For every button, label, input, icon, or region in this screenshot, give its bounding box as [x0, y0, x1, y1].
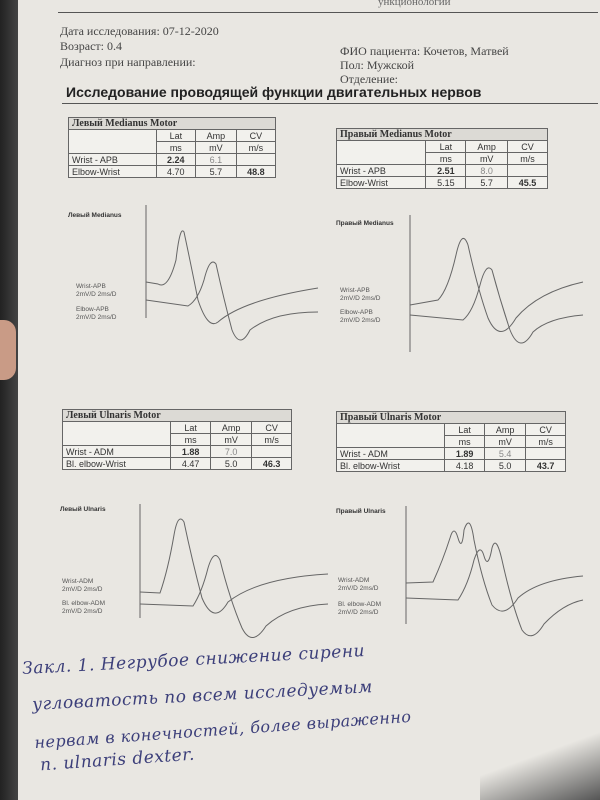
elbow-trace-right-medianus [410, 268, 583, 343]
department: Отделение: [340, 72, 399, 86]
trace-label: Elbow-APB 2mV/D 2ms/D [76, 306, 117, 321]
lat-value: 4.18 [445, 460, 485, 472]
referral-diagnosis: Диагноз при направлении: [60, 55, 196, 69]
unit-header: ms [171, 434, 211, 446]
panel-title-left-ulnaris: Левый Ulnaris [60, 506, 106, 513]
row-label: Wrist - APB [337, 165, 426, 177]
lat-value: 1.88 [171, 446, 211, 458]
trace-label: Wrist-APB 2mV/D 2ms/D [76, 283, 117, 298]
unit-header: mV [484, 436, 525, 448]
trace-label: Bl. elbow-ADM 2mV/D 2ms/D [338, 601, 381, 616]
cv-value: 45.5 [507, 177, 547, 189]
trace-label: Wrist-ADM 2mV/D 2ms/D [338, 577, 379, 592]
col-header: Amp [210, 422, 251, 434]
panel-title-right-ulnaris: Правый Ulnaris [336, 508, 386, 515]
patient-name: ФИО пациента: Кочетов, Матвей [340, 44, 509, 58]
table-caption: Правый Medianus Motor [337, 129, 548, 141]
unit-header: mV [195, 142, 236, 154]
lat-value: 2.24 [156, 154, 195, 166]
unit-header: m/s [507, 153, 547, 165]
emg-waveforms [18, 0, 600, 680]
elbow-trace-left-ulnaris [140, 556, 328, 638]
trace-label: Wrist-APB 2mV/D 2ms/D [340, 287, 381, 302]
lat-value: 4.70 [156, 166, 195, 178]
amp-value: 6.1 [195, 154, 236, 166]
amp-value: 5.4 [484, 448, 525, 460]
col-header: Lat [171, 422, 211, 434]
patient-age: Возраст: 0.4 [60, 39, 122, 53]
row-label: Bl. elbow-Wrist [337, 460, 445, 472]
unit-header: m/s [236, 142, 275, 154]
unit-header: mV [466, 153, 508, 165]
lat-value: 4.47 [171, 458, 211, 470]
unit-header: m/s [526, 436, 566, 448]
unit-header: ms [445, 436, 485, 448]
amp-value: 7.0 [210, 446, 251, 458]
col-header: Amp [466, 141, 508, 153]
table-caption: Левый Ulnaris Motor [63, 410, 292, 422]
unit-header: ms [156, 142, 195, 154]
lat-value: 2.51 [426, 165, 466, 177]
panel-title-left-medianus: Левый Medianus [68, 212, 122, 219]
wrist-trace-right-ulnaris [406, 523, 583, 611]
handwritten-line-3: нервам в конечностей, более выраженно [33, 706, 413, 753]
elbow-trace-right-ulnaris [406, 543, 583, 636]
unit-header: mV [210, 434, 251, 446]
amp-value: 5.7 [195, 166, 236, 178]
handwritten-line-2: угловатость по всем исследуемым [31, 677, 374, 715]
trace-label: Wrist-ADM 2mV/D 2ms/D [62, 578, 103, 593]
col-header: Lat [445, 424, 485, 436]
row-label: Elbow-Wrist [69, 166, 157, 178]
lat-value: 5.15 [426, 177, 466, 189]
report-sheet [18, 0, 600, 800]
amp-value: 5.7 [466, 177, 508, 189]
row-label: Wrist - ADM [63, 446, 171, 458]
table-caption: Левый Medianus Motor [69, 118, 276, 130]
col-header: Amp [484, 424, 525, 436]
trace-label: Bl. elbow-ADM 2mV/D 2ms/D [62, 600, 105, 615]
header-fragment: ункционологии [378, 0, 451, 8]
amp-value: 5.0 [210, 458, 251, 470]
col-header: Lat [156, 130, 195, 142]
row-label: Bl. elbow-Wrist [63, 458, 171, 470]
cv-value: 48.8 [236, 166, 275, 178]
row-label: Wrist - ADM [337, 448, 445, 460]
lat-value: 1.89 [445, 448, 485, 460]
amp-value: 8.0 [466, 165, 508, 177]
col-header: Amp [195, 130, 236, 142]
finger-edge [0, 320, 16, 380]
col-header: CV [526, 424, 566, 436]
row-label: Elbow-Wrist [337, 177, 426, 189]
exam-date: Дата исследования: 07-12-2020 [60, 24, 219, 38]
col-header: Lat [426, 141, 466, 153]
wrist-trace-left-ulnaris [140, 519, 328, 613]
row-label: Wrist - APB [69, 154, 157, 166]
amp-value: 5.0 [484, 460, 525, 472]
col-header: CV [507, 141, 547, 153]
unit-header: ms [426, 153, 466, 165]
cv-value: 43.7 [526, 460, 566, 472]
patient-sex: Пол: Мужской [340, 58, 415, 72]
panel-title-right-medianus: Правый Medianus [336, 220, 394, 227]
col-header: CV [236, 130, 275, 142]
unit-header: m/s [252, 434, 292, 446]
handwritten-line-4: n. ulnaris dexter. [39, 744, 196, 776]
trace-label: Elbow-APB 2mV/D 2ms/D [340, 309, 381, 324]
table-caption: Правый Ulnaris Motor [337, 412, 566, 424]
handwritten-line-1: Закл. 1. Негрубое снижение сирени [21, 641, 366, 679]
col-header: CV [252, 422, 292, 434]
background-shadow [0, 0, 18, 800]
cv-value: 46.3 [252, 458, 292, 470]
page-title: Исследование проводящей функции двигательных нервов [66, 84, 482, 100]
wrist-trace-left-medianus [146, 231, 318, 324]
page-corner-shadow [480, 730, 600, 800]
